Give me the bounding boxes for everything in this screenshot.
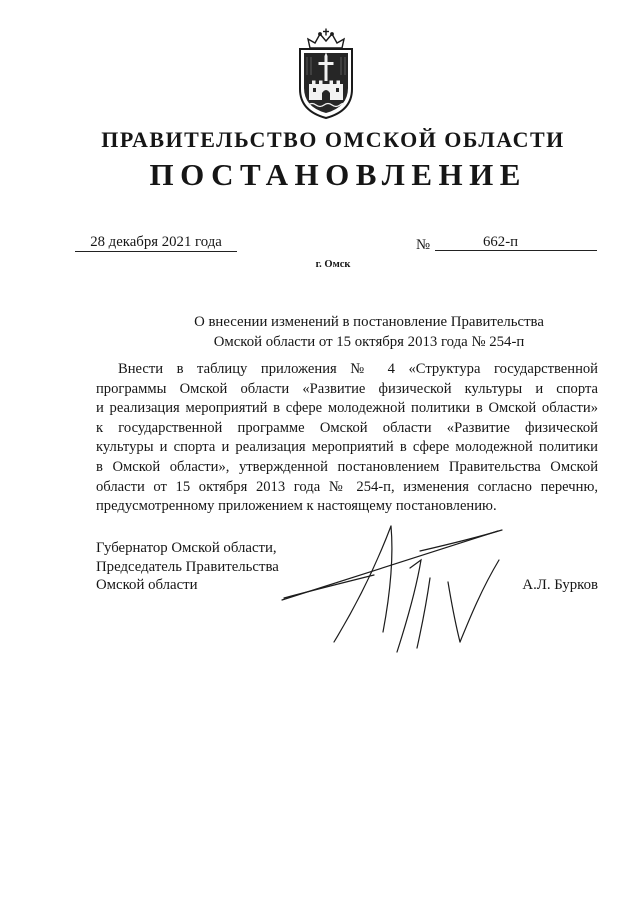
- body-line: в Омской области», утвержденной постановлением Правительства Омской: [96, 458, 598, 475]
- signatory-position-line: Председатель Правительства: [96, 558, 279, 575]
- document-body: [96, 360, 598, 517]
- body-line: программы Омской области «Развитие физической культуры и спорта: [96, 380, 598, 397]
- subject-line: О внесении изменений в постановление Правительства: [194, 314, 544, 330]
- subject-line: Омской области от 15 октября 2013 года № 254-п: [213, 334, 525, 350]
- coat-of-arms-icon: [293, 27, 359, 119]
- signature-stroke: [420, 530, 502, 551]
- signatory-name: А.Л. Бурков: [522, 577, 598, 593]
- signature-stroke: [448, 582, 460, 642]
- document-subject: [140, 312, 598, 352]
- signature-stroke: [334, 526, 391, 642]
- issuing-authority: ПРАВИТЕЛЬСТВО ОМСКОЙ ОБЛАСТИ: [101, 127, 565, 152]
- body-line: культуры и спорта и реализация мероприятий в сфере молодежной политики: [96, 439, 598, 456]
- handwritten-signature: [270, 520, 510, 660]
- body-line: и реализация мероприятий в сфере молодежной политики в Омской области»: [96, 400, 598, 417]
- body-line: к государственной программе Омской области «Развитие физической: [96, 419, 598, 436]
- number-sign: №: [416, 237, 431, 253]
- signatory-position-line: Губернатор Омской области,: [96, 540, 277, 556]
- body-line: Внести в таблицу приложения № 4 «Структура государственной: [118, 361, 598, 377]
- body-line: области от 15 октября 2013 года № 254-п, изменения согласно перечню,: [96, 478, 598, 495]
- signature-stroke: [460, 560, 499, 642]
- signatory-position-line: Омской области: [96, 577, 198, 593]
- document-date: 28 декабря 2021 года: [75, 233, 237, 252]
- document-type: ПОСТАНОВЛЕНИЕ: [149, 157, 527, 192]
- signature-stroke: [417, 578, 430, 648]
- place-of-issue: г. Омск: [315, 259, 351, 270]
- signatory-position: [96, 539, 279, 595]
- signature-stroke: [397, 560, 421, 652]
- body-line: предусмотренному приложением к настоящему постановлению.: [96, 498, 497, 515]
- crown: [308, 29, 344, 49]
- document-number: 662-п: [435, 233, 597, 251]
